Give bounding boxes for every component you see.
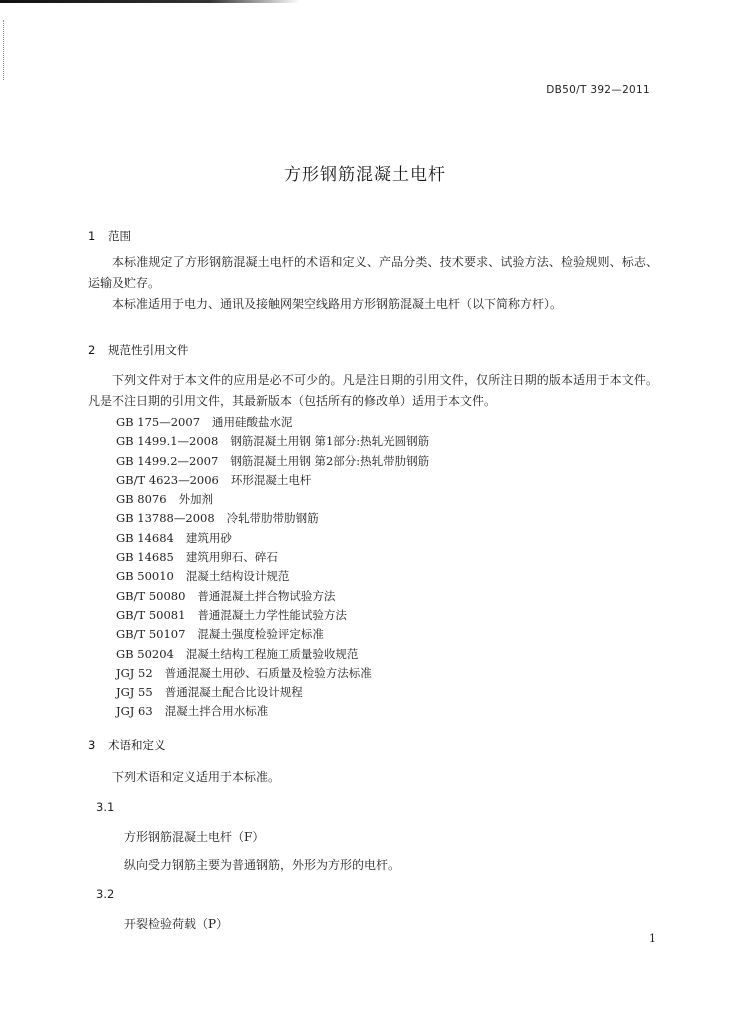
reference-code: GB 14684 [116, 530, 174, 545]
reference-item [116, 413, 429, 432]
reference-code: GB 50204 [116, 646, 174, 661]
reference-code: GB 175—2007 [116, 415, 201, 429]
section-2-heading [88, 342, 189, 358]
reference-title: 普通混凝土配合比设计规程 [164, 685, 303, 700]
scan-edge-top [0, 0, 300, 3]
reference-item [116, 509, 429, 528]
section-3-heading [88, 737, 166, 753]
section-1-paragraph-2: 本标准适用于电力、通讯及接触网架空线路用方形钢筋混凝土电杆（以下简称方杆）。 [112, 297, 563, 311]
reference-code: GB/T 50107 [116, 627, 186, 642]
scan-edge-left [3, 20, 5, 80]
document-title: 方形钢筋混凝土电杆 [284, 165, 446, 185]
section-title: 范围 [108, 229, 131, 243]
reference-item [116, 664, 429, 683]
reference-title: 钢筋混凝土用钢 第2部分:热轧带肋钢筋 [230, 453, 430, 468]
reference-title: 建筑用卵石、碎石 [185, 550, 278, 565]
reference-item [116, 625, 429, 644]
reference-title: 通用硅酸盐水泥 [212, 415, 293, 429]
reference-code: GB 50010 [116, 569, 174, 584]
reference-item [116, 683, 429, 702]
term-name: 方形钢筋混凝土电杆（F） [124, 830, 265, 844]
reference-item [116, 702, 429, 721]
reference-title: 混凝土结构设计规范 [185, 569, 290, 584]
reference-title: 普通混凝土力学性能试验方法 [197, 607, 347, 622]
section-1-paragraph-1: 本标准规定了方形钢筋混凝土电杆的术语和定义、产品分类、技术要求、试验方法、检验规则、标志、运输及贮存。 [88, 255, 658, 290]
reference-title: 混凝土拌合用水标准 [164, 704, 269, 719]
section-1-heading [88, 228, 131, 244]
term-name: 开裂检验荷载（P） [124, 917, 229, 931]
reference-item [116, 606, 429, 625]
page-number: 1 [649, 932, 656, 945]
standard-code: DB50/T 392—2011 [546, 84, 650, 96]
normative-reference-list [116, 413, 429, 722]
reference-item [116, 452, 429, 471]
reference-item [116, 529, 429, 548]
section-number: 1 [88, 229, 96, 243]
reference-code: GB/T 4623—2006 [116, 472, 219, 487]
section-2-intro: 下列文件对于本文件的应用是必不可少的。凡是注日期的引用文件，仅所注日期的版本适用于本文件。凡是不注日期的引用文件，其最新版本（包括所有的修改单）适用于本文件。 [88, 373, 658, 408]
term-number: 3.1 [96, 800, 115, 814]
reference-title: 环形混凝土电杆 [230, 472, 312, 487]
reference-item [116, 587, 429, 606]
section-number: 2 [88, 343, 96, 357]
section-3-intro: 下列术语和定义适用于本标准。 [112, 770, 281, 784]
reference-title: 冷轧带肋带肋钢筋 [226, 511, 319, 526]
reference-code: JGJ 55 [116, 685, 153, 700]
reference-item [116, 567, 429, 586]
term-number: 3.2 [96, 887, 115, 901]
reference-title: 钢筋混凝土用钢 第1部分:热轧光圆钢筋 [230, 434, 430, 449]
reference-title: 普通混凝土用砂、石质量及检验方法标准 [164, 665, 372, 680]
reference-code: GB 13788—2008 [116, 511, 215, 526]
reference-item [116, 645, 429, 664]
section-title: 规范性引用文件 [108, 343, 189, 357]
reference-code: GB 1499.1—2008 [116, 434, 219, 449]
reference-title: 混凝土结构工程施工质量验收规范 [185, 646, 359, 661]
reference-title: 普通混凝土拌合物试验方法 [197, 588, 336, 603]
reference-code: JGJ 52 [116, 665, 153, 680]
reference-item [116, 548, 429, 567]
reference-code: GB 1499.2—2007 [116, 453, 219, 468]
reference-title: 建筑用砂 [185, 530, 232, 545]
reference-code: GB 8076 [116, 492, 167, 507]
reference-title: 混凝土强度检验评定标准 [197, 627, 324, 642]
reference-item [116, 471, 429, 490]
reference-code: GB/T 50081 [116, 607, 186, 622]
reference-code: GB 14685 [116, 550, 174, 565]
reference-code: GB/T 50080 [116, 588, 186, 603]
section-title: 术语和定义 [108, 738, 166, 752]
reference-title: 外加剂 [178, 492, 214, 507]
reference-item [116, 490, 429, 509]
term-definition: 纵向受力钢筋主要为普通钢筋，外形为方形的电杆。 [124, 858, 401, 872]
reference-item [116, 432, 429, 451]
reference-code: JGJ 63 [116, 704, 153, 719]
section-number: 3 [88, 738, 96, 752]
